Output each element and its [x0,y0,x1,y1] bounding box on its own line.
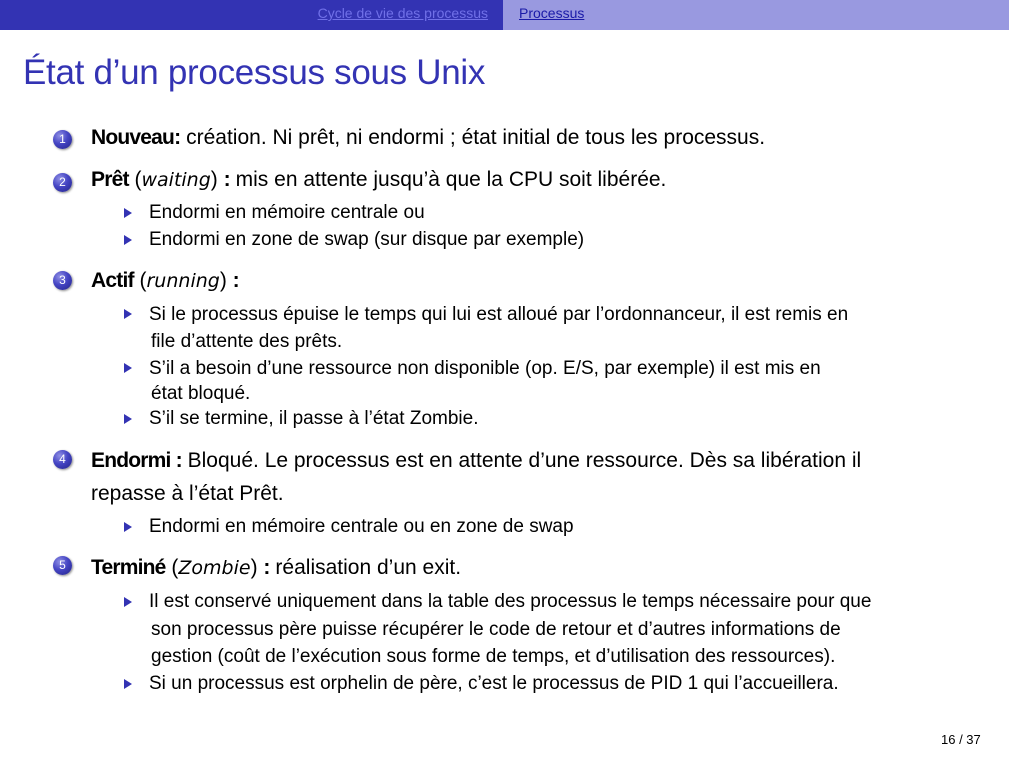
item-italic-term: waiting [141,169,211,191]
paren-close: ) [250,556,264,579]
list-item-actif [91,269,239,293]
sub-item-line: S’il se termine, il passe à l’état Zombie. [149,408,479,429]
paren-open: ( [165,556,179,579]
item-label: Actif [91,269,134,292]
item-number-badge: 4 [53,450,72,469]
item-text-continuation: repasse à l’état Prêt. [91,482,284,505]
bullet-triangle-icon [124,235,132,245]
list-item-termine [91,556,461,580]
item-number-badge: 3 [53,271,72,290]
item-number-badge: 1 [53,130,72,149]
item-label: Terminé [91,556,166,579]
nav-section-right [503,0,1009,30]
item-number-badge: 2 [53,173,72,192]
paren-open: ( [128,168,142,191]
sub-item-line: Il est conservé uniquement dans la table des processus le temps nécessaire pour que [149,591,872,612]
nav-link-cycle-de-vie[interactable]: Cycle de vie des processus [317,5,488,21]
nav-link-processus[interactable]: Processus [519,5,585,21]
bullet-triangle-icon [124,208,132,218]
item-italic-term: Zombie [178,557,251,579]
item-text: Bloqué. Le processus est en attente d’une ressource. Dès sa libération il [181,449,862,472]
page-number: 16 / 37 [941,732,981,747]
sub-item-line: file d’attente des prêts. [151,331,343,352]
list-item-endormi [91,449,861,473]
sub-item-line: état bloqué. [151,383,251,404]
bullet-triangle-icon [124,363,132,373]
list-item-nouveau [91,126,765,150]
item-text: création. Ni prêt, ni endormi ; état initial de tous les processus. [180,126,766,149]
sub-item: Endormi en mémoire centrale ou [149,202,425,223]
item-text: réalisation d’un exit. [269,556,462,579]
nav-section-left [0,0,503,30]
sub-item-line: Si le processus épuise le temps qui lui est alloué par l’ordonnanceur, il est remis en [149,304,849,325]
list-item-pret [91,168,666,192]
bullet-triangle-icon [124,597,132,607]
bullet-triangle-icon [124,522,132,532]
item-italic-term: running [146,270,220,292]
paren-close: ) [219,269,233,292]
paren-close: ) [210,168,224,191]
sub-item-line: S’il a besoin d’une ressource non disponible (op. E/S, par exemple) il est mis en [149,358,821,379]
item-colon: : [232,269,239,292]
item-label: Nouveau: [91,126,181,149]
item-colon: : [223,168,230,191]
bullet-triangle-icon [124,679,132,689]
sub-item-line: gestion (coût de l’exécution sous forme de temps, et d’utilisation des ressources). [151,646,836,667]
item-colon: : [263,556,270,579]
item-label: Endormi : [91,449,182,472]
sub-item: Endormi en zone de swap (sur disque par exemple) [149,229,585,250]
bullet-triangle-icon [124,414,132,424]
item-label: Prêt [91,168,129,191]
page-title: État d’un processus sous Unix [23,53,486,92]
item-number-badge: 5 [53,556,72,575]
navigation-bar [0,0,1009,30]
item-text: mis en attente jusqu’à que la CPU soit libérée. [229,168,667,191]
sub-item-line: son processus père puisse récupérer le code de retour et d’autres informations de [151,619,841,640]
paren-open: ( [133,269,147,292]
sub-item-line: Si un processus est orphelin de père, c’est le processus de PID 1 qui l’accueillera. [149,673,839,694]
bullet-triangle-icon [124,309,132,319]
sub-item: Endormi en mémoire centrale ou en zone de swap [149,516,574,537]
